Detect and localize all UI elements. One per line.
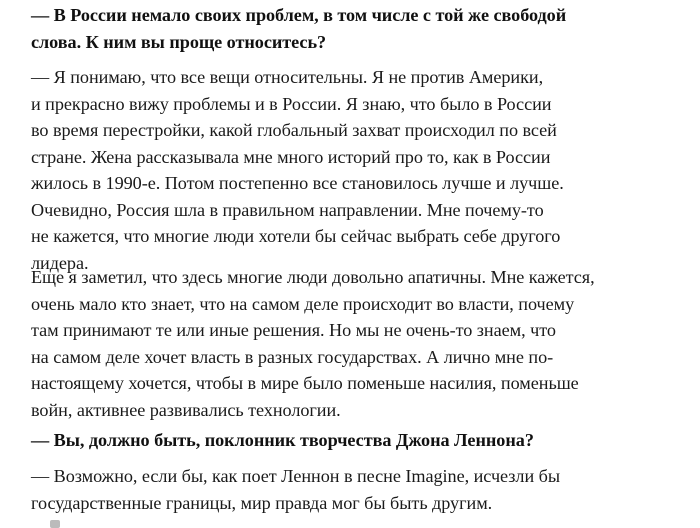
text-line: настоящему хочется, чтобы в мире было поменьше насилия, поменьше <box>31 373 579 393</box>
text-line: — Возможно, если бы, как поет Леннон в песне Imagine, исчезли бы <box>31 466 560 486</box>
interview-answer <box>31 463 560 516</box>
text-line: Еще я заметил, что здесь многие люди довольно апатичны. Мне кажется, <box>31 267 595 287</box>
text-line: — В России немало своих проблем, в том числе с той же свободой <box>31 5 567 25</box>
text-line: лидера. <box>31 252 89 273</box>
text-line: жилось в 1990-е. Потом постепенно все становилось лучше и лучше. <box>31 173 564 193</box>
text-line: — Вы, должно быть, поклонник творчества Джона Леннона? <box>31 430 534 450</box>
interview-answer <box>31 264 595 423</box>
interview-question <box>31 2 566 55</box>
text-line: не кажется, что многие люди хотели бы сейчас выбрать себе другого <box>31 226 561 246</box>
text-line: Очевидно, Россия шла в правильном направлении. Мне почему-то <box>31 199 544 220</box>
text-line: — Я понимаю, что все вещи относительны. Я не против Америки, <box>31 67 544 87</box>
text-line: слова. К ним вы проще относитесь? <box>31 31 327 52</box>
text-line: и прекрасно вижу проблемы и в России. Я знаю, что было в России <box>31 93 552 114</box>
text-line: очень мало кто знает, что на самом деле происходит во власти, почему <box>31 293 575 314</box>
text-line: на самом деле хочет власть в разных государствах. А лично мне по- <box>31 346 554 367</box>
text-line: войн, активнее развивались технологии. <box>31 399 341 420</box>
text-line: стране. Жена рассказывала мне много историй про то, как в России <box>31 146 551 167</box>
text-line: государственные границы, мир правда мог бы быть другим. <box>31 492 493 513</box>
interview-question <box>31 427 534 454</box>
interview-answer <box>31 64 564 276</box>
text-line: там принимают те или иные решения. Но мы не очень-то знаем, что <box>31 320 556 340</box>
text-line: во время перестройки, какой глобальный захват происходил по всей <box>31 120 557 140</box>
